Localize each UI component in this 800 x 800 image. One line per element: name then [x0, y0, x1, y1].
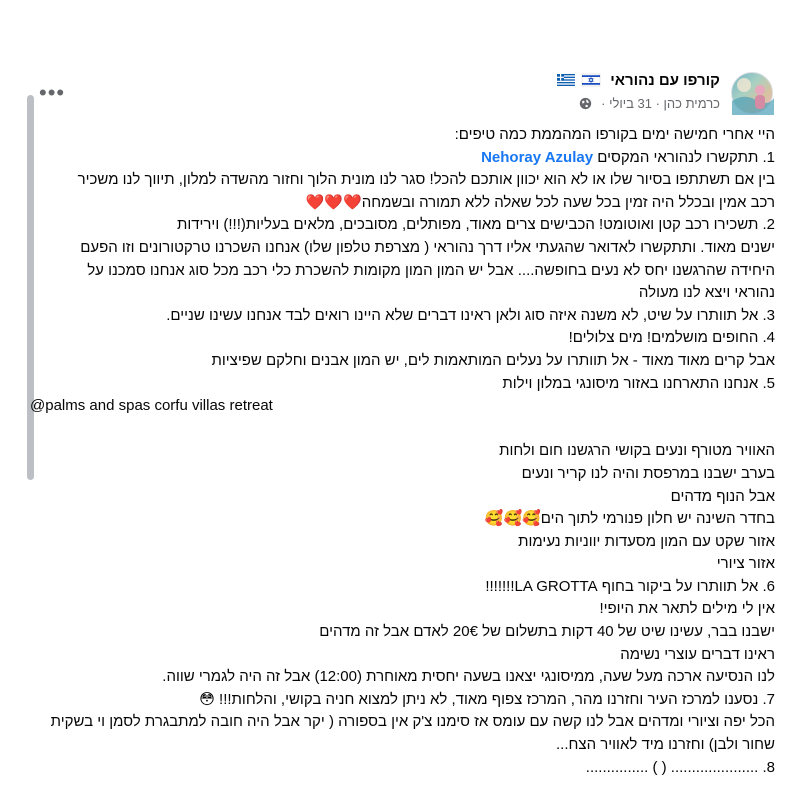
post-line — [30, 192, 775, 215]
post-line — [30, 598, 775, 621]
post-line — [30, 486, 775, 509]
post-line-text: @palms and spas corfu villas retreat — [30, 397, 273, 415]
post-line-text: בין אם תשתתפו בסיור שלו או לא הוא יכוון אותכם להכל! סגר לנו מונית הלוך וחזור מהשדה למלון, תיווך לנו משכיר — [77, 171, 775, 189]
post-line-text: אזור שקט עם המון מסעדות יווניות נעימות — [518, 532, 775, 550]
group-name[interactable] — [554, 72, 720, 89]
post-line-text: בחדר השינה יש חלון פנורמי לתוך הים🥰🥰🥰 — [484, 510, 775, 528]
post-line — [30, 463, 775, 486]
post-line — [30, 169, 775, 192]
post-line — [30, 305, 775, 328]
post-line — [30, 711, 775, 734]
post-line-text: היחידה שהרגשנו יחס לא נעים בחופשה.... אבל יש המון המון מקומות להשכרת כלי רכב מכל סוג אנחנו סמכנו על — [87, 261, 775, 279]
post-line-text: רכב אמין ובכלל היה זמין בכל שעה לכל שאלה ללא תמורה ובשמחה — [361, 193, 775, 211]
post-line-text: בערב ישבנו במרפסת והיה לנו קריר ונעים — [521, 464, 775, 482]
post-line — [30, 757, 775, 780]
post-line — [30, 260, 775, 283]
israel-flag-icon — [582, 74, 600, 86]
post-line-text: אבל קרים מאוד מאוד - אל תוותרו על נעלים המותאמות לים, יש המון אבנים וחלקם שפיציות — [211, 351, 775, 369]
flags — [554, 72, 600, 89]
post-line — [30, 418, 775, 441]
group-name-label[interactable]: קורפו עם נהוראי — [610, 72, 720, 89]
post-line-text: הכל יפה וציורי ומדהים אבל לנו קשה עם עומס אז סימנו צ'ק אין בספורה ( יקר אבל היה חובה למתבגרת לסמן וי בשקית — [50, 713, 775, 731]
post-line-text: אין לי מילים לתאר את היופי! — [599, 600, 775, 618]
post-line — [30, 553, 775, 576]
post-line — [30, 440, 775, 463]
post-line — [30, 689, 775, 712]
more-options-icon[interactable]: ••• — [39, 80, 66, 105]
post-meta-text[interactable]: כרמית כהן · 31 ביולי · — [601, 96, 720, 111]
post-line-text: האוויר מטורף ונעים בקושי הרגשנו חום ולחות — [499, 442, 775, 460]
post-line — [30, 531, 775, 554]
post-line — [30, 734, 775, 757]
post-line-text: אבל הנוף מדהים — [670, 487, 775, 505]
post-line — [30, 395, 775, 418]
post-line-text: 6. אל תוותרו על ביקור בחוף LA GROTTA!!!!!!! — [485, 577, 775, 595]
greece-flag-icon — [557, 74, 575, 86]
post-line — [30, 666, 775, 689]
post-line-text: 2. תשכירו רכב קטן ואוטומט! הכבישים צרים מאוד, מפותלים, מסובכים, מלאים בעליות(!!!) וירידות — [176, 216, 775, 234]
post-line — [30, 508, 775, 531]
post-line — [30, 621, 775, 644]
post-line-text: ישבנו בבר, עשינו שיט של 40 דקות בתשלום של 20€ לאדם אבל זה מדהים — [319, 623, 775, 641]
post-line-text: ראינו דברים עוצרי נשימה — [620, 645, 775, 663]
globe-icon — [579, 97, 592, 110]
hearts-emoji: ❤️❤️❤️ — [305, 193, 362, 211]
post-line-text: ישנים מאוד. ותתקשרו לאדואר שהגעתי אליו דרך נהוראי ( מצרפת טלפון שלו) אנחנו השכרנו טרקטורונים וזו הפעם — [80, 238, 775, 256]
post-line-text: נהוראי ויצא לנו מעולה — [638, 284, 775, 302]
post-line — [30, 124, 775, 147]
post-line-text: אזור ציורי — [716, 555, 775, 573]
post-line — [30, 237, 775, 260]
post-line-text: 3. אל תוותרו על שיט, לא משנה איזה סוג ולאן ראינו דברים שלא היינו רואים לבד אנחנו עשינו שניים. — [166, 306, 775, 324]
post-line-text: 1. תתקשרו לנהוראי המקסים — [593, 148, 775, 166]
post-line-text: 4. החופים מושלמים! מים צלולים! — [568, 329, 775, 347]
post-line — [30, 350, 775, 373]
post-line-text: לנו הנסיעה ארכה מעל שעה, ממיסונגי יצאנו בשעה יחסית מאוחרת (12:00) אבל זה היה לגמרי שווה. — [162, 668, 775, 686]
post-line — [30, 327, 775, 350]
post-line-text: 7. נסענו למרכז העיר וחזרנו מהר, המרכז צפוף מאוד, לא ניתן למצוא חניה בקושי, והלחות!!! 😳 — [199, 690, 775, 708]
post-meta — [579, 96, 720, 111]
post-line-text: שחור ולבן) וחזרנו מיד לאוויר הצח... — [556, 736, 775, 754]
post-line-text: היי אחרי חמישה ימים בקורפו המהממת כמה טיפים: — [454, 126, 775, 143]
avatar[interactable] — [731, 72, 773, 114]
mention-link[interactable]: Nehoray Azulay — [481, 148, 594, 166]
post-line — [30, 214, 775, 237]
post-content — [30, 124, 775, 776]
post-line — [30, 576, 775, 599]
post-line-text: 8. ..................... ( ) ............... — [585, 758, 775, 776]
post-line — [30, 282, 775, 305]
post-line-text: 5. אנחנו התארחנו באזור מיסונגי במלון וילות — [502, 374, 775, 392]
post-line — [30, 373, 775, 396]
post-line — [30, 644, 775, 667]
post-line — [30, 147, 775, 170]
